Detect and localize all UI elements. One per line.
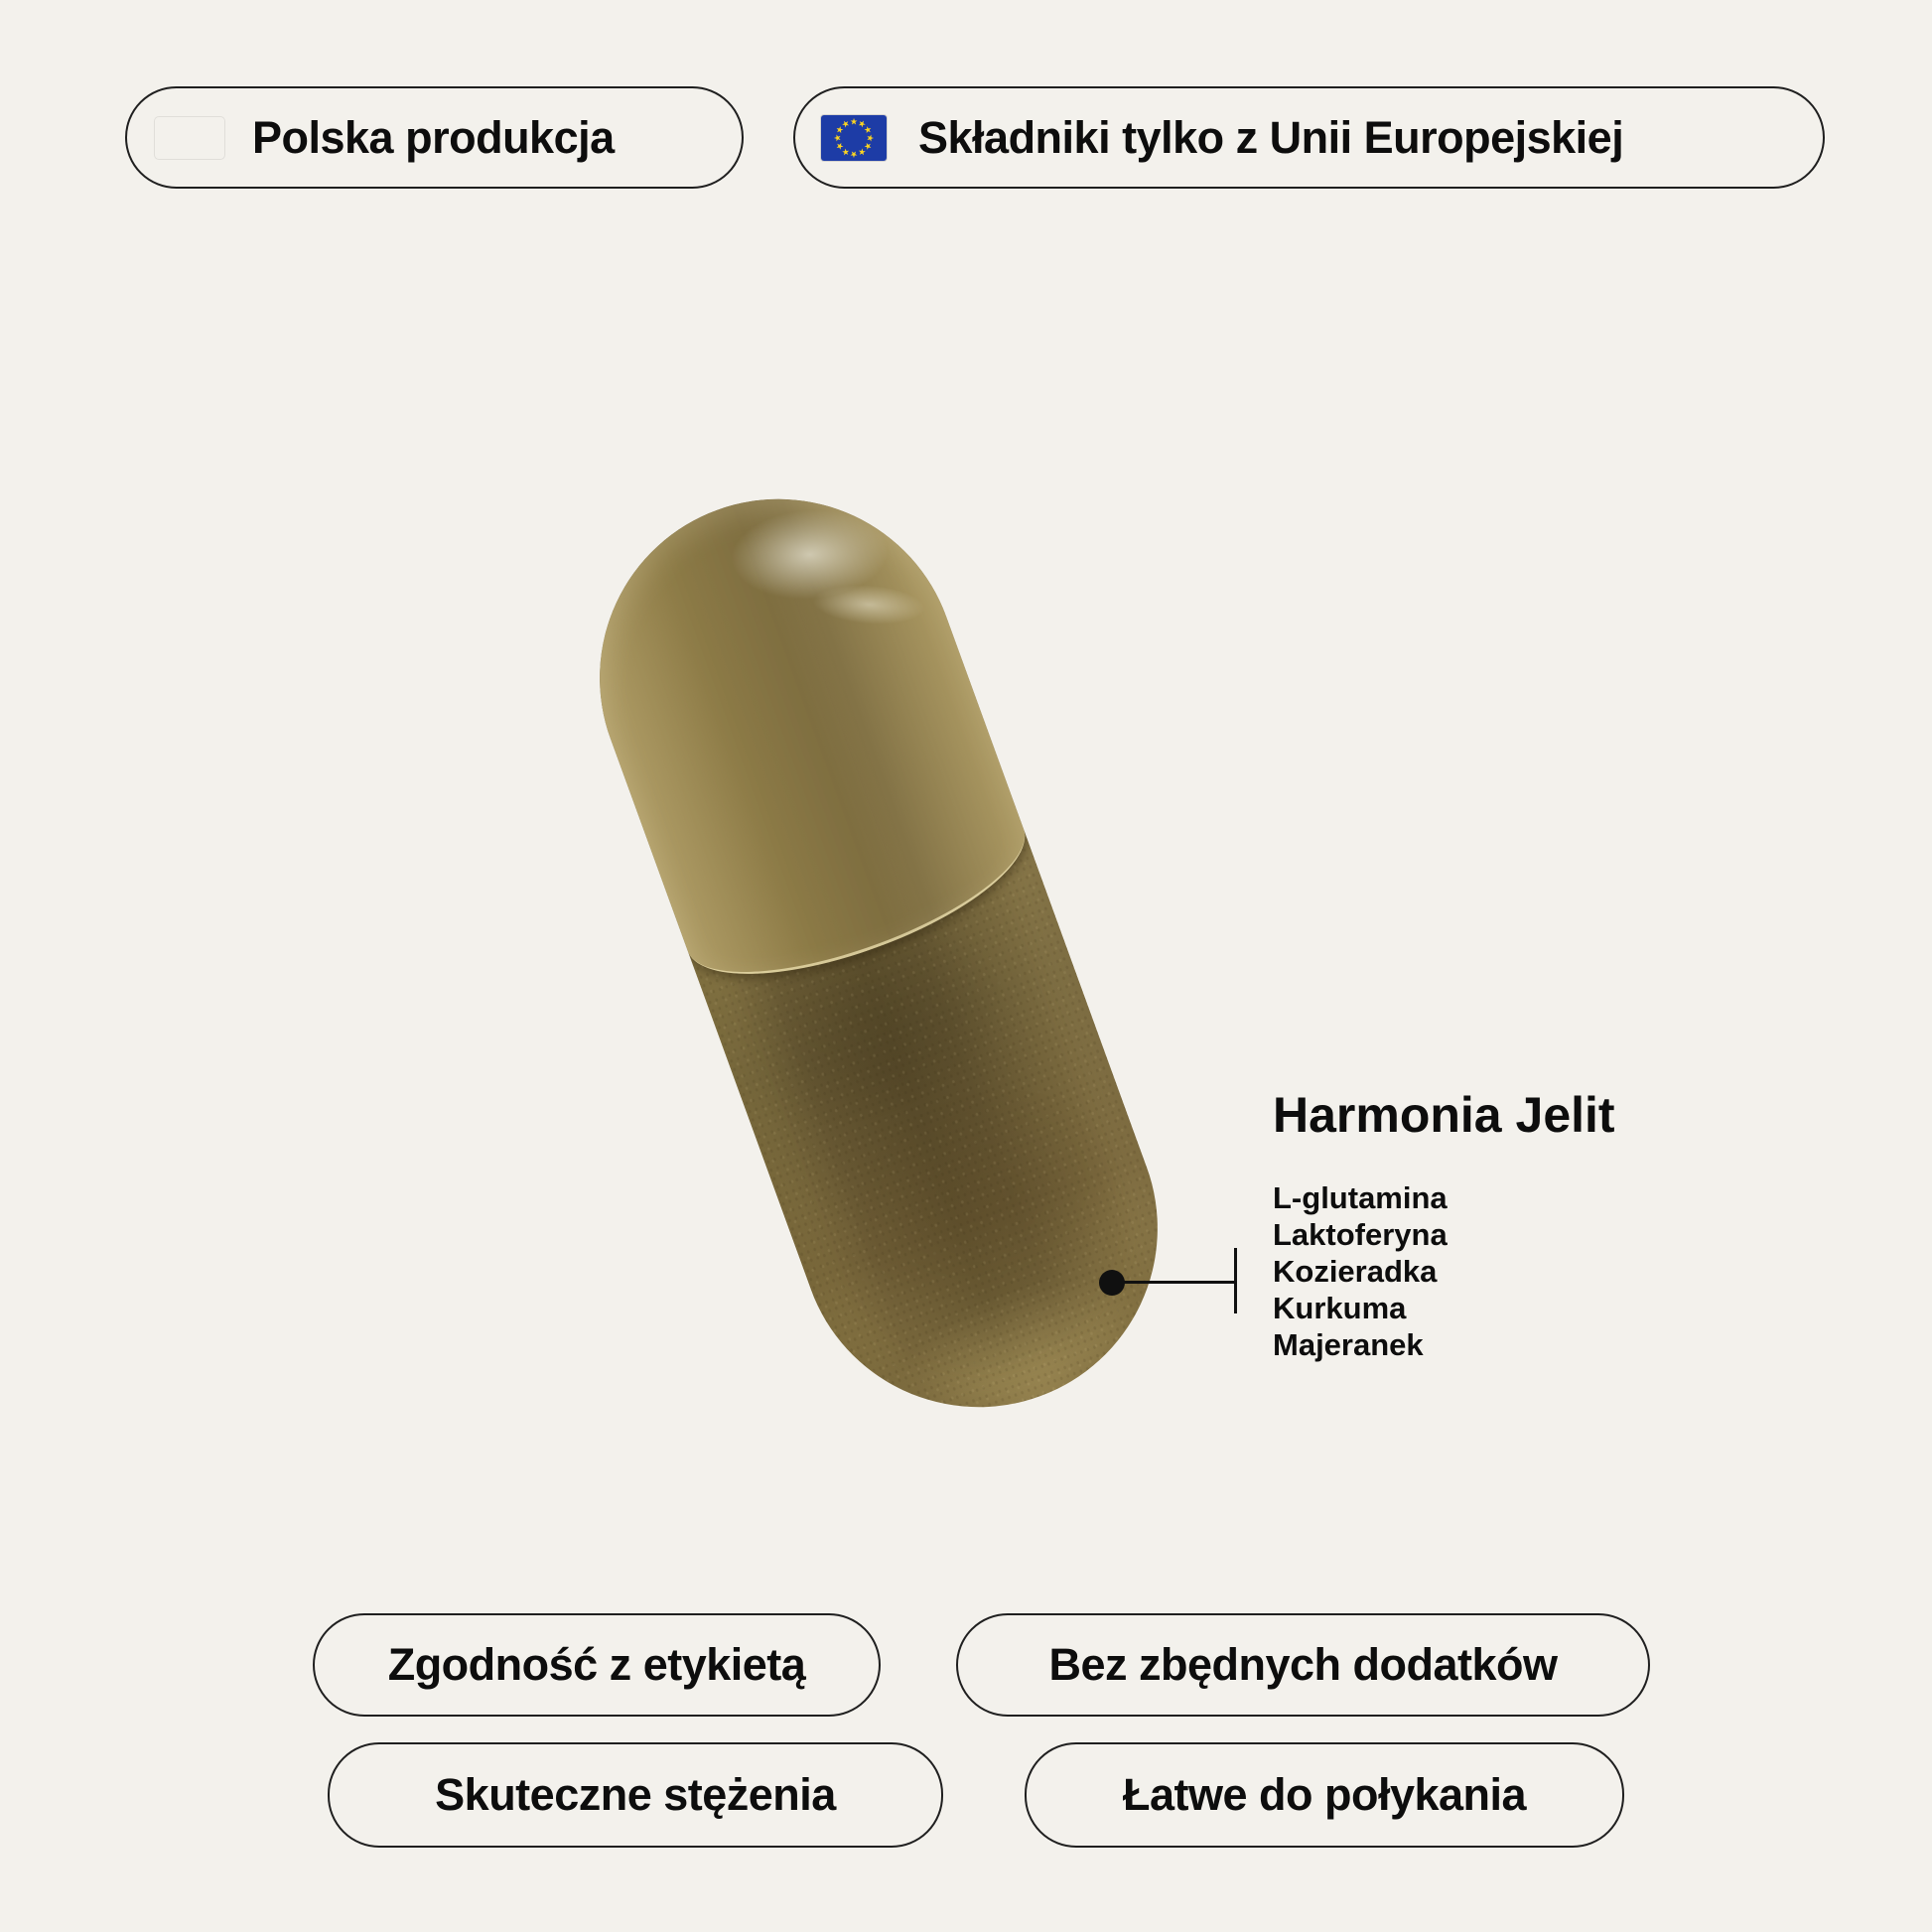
badge-polish-production-label: Polska produkcja bbox=[252, 111, 615, 163]
callout-horizontal-line bbox=[1116, 1281, 1236, 1284]
capsule-gloss-highlight-2 bbox=[807, 580, 931, 629]
ingredient-item: Laktoferyna bbox=[1273, 1217, 1448, 1252]
badge-no-additives-label: Bez zbędnych dodatków bbox=[1048, 1639, 1558, 1690]
eu-flag-icon bbox=[821, 115, 887, 161]
ingredient-item: Majeranek bbox=[1273, 1327, 1424, 1362]
badge-easy-to-swallow bbox=[1025, 1742, 1624, 1848]
eu-star-icon: ★ bbox=[840, 144, 853, 158]
eu-star-icon: ★ bbox=[834, 139, 847, 152]
badge-label-accuracy-label: Zgodność z etykietą bbox=[387, 1639, 806, 1690]
eu-star-icon: ★ bbox=[840, 117, 853, 131]
eu-star-icon: ★ bbox=[855, 117, 868, 131]
badge-effective-doses bbox=[328, 1742, 943, 1848]
eu-star-icon: ★ bbox=[864, 133, 875, 142]
badge-label-accuracy bbox=[313, 1613, 881, 1717]
badge-eu-ingredients-label: Składniki tylko z Unii Europejskiej bbox=[918, 111, 1624, 163]
badge-eu-ingredients bbox=[793, 86, 1825, 189]
badge-effective-doses-label: Skuteczne stężenia bbox=[435, 1769, 836, 1820]
eu-star-icon: ★ bbox=[855, 144, 868, 158]
poland-flag-icon bbox=[155, 117, 224, 159]
badge-no-additives bbox=[956, 1613, 1650, 1717]
badge-polish-production bbox=[125, 86, 744, 189]
eu-star-icon: ★ bbox=[861, 123, 874, 136]
ingredient-item: Kozieradka bbox=[1273, 1254, 1438, 1289]
eu-star-icon: ★ bbox=[834, 123, 847, 136]
ingredient-item: L-glutamina bbox=[1273, 1180, 1448, 1215]
eu-star-icon: ★ bbox=[849, 117, 859, 127]
ingredient-list bbox=[1273, 1179, 1448, 1363]
badge-easy-to-swallow-label: Łatwe do połykania bbox=[1122, 1769, 1527, 1820]
eu-star-icon: ★ bbox=[861, 139, 874, 152]
product-title: Harmonia Jelit bbox=[1273, 1087, 1615, 1143]
ingredient-item: Kurkuma bbox=[1273, 1291, 1407, 1325]
callout-vertical-line bbox=[1234, 1248, 1237, 1313]
capsule-image bbox=[549, 449, 1207, 1457]
eu-star-icon: ★ bbox=[833, 133, 844, 142]
eu-star-icon: ★ bbox=[849, 148, 859, 158]
